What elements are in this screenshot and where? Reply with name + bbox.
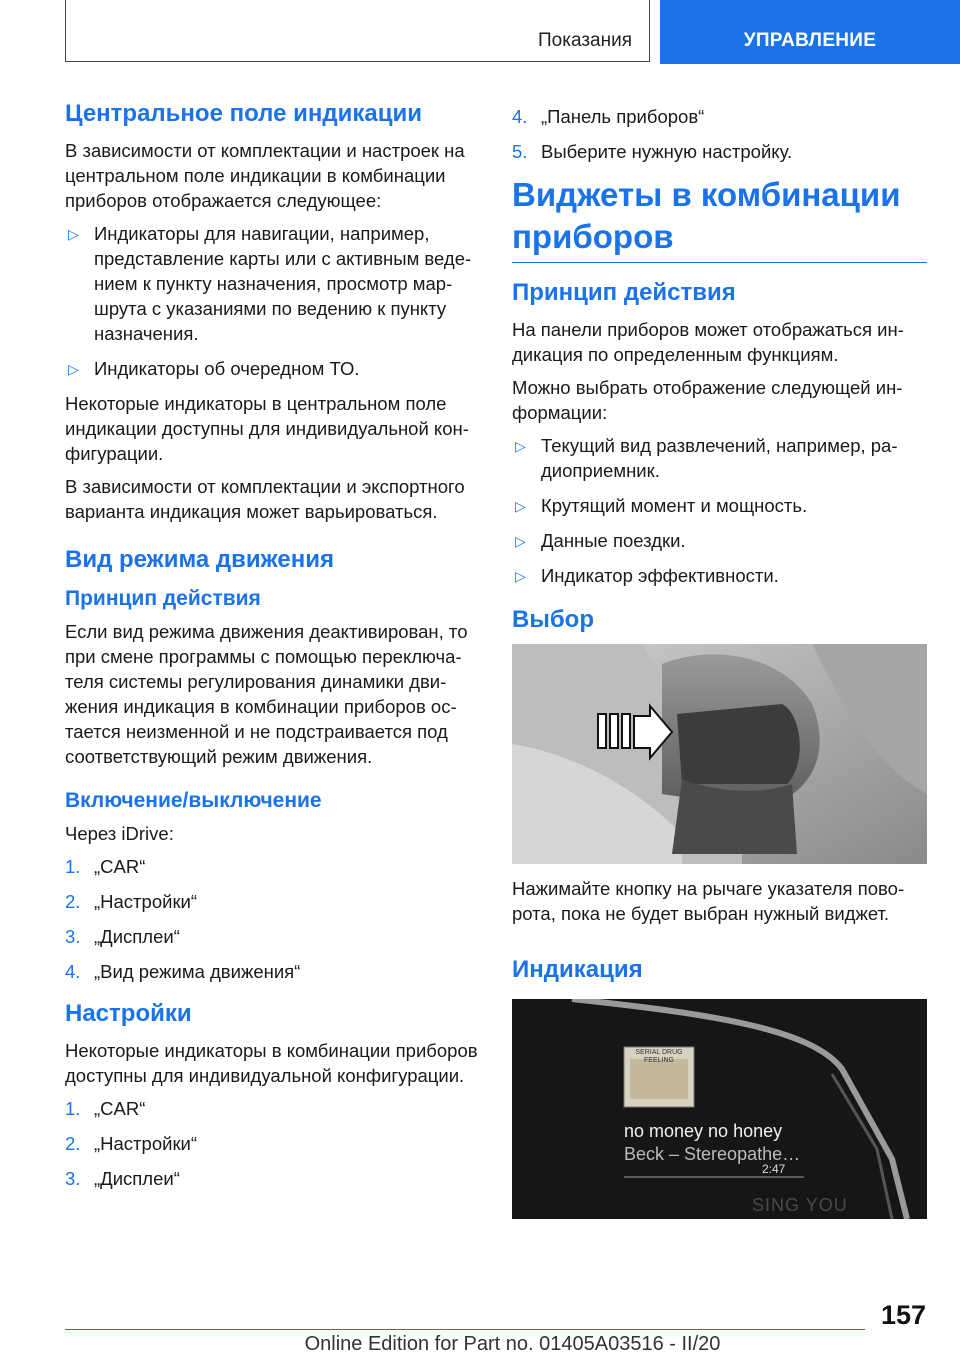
step-item: 3. „Дисплеи“: [65, 926, 180, 948]
on-off-heading: Включение/выключение: [65, 789, 322, 813]
central-display-paragraph: В зависимости от комплектации и экспортного варианта индикация может варьироваться.: [65, 475, 465, 522]
central-display-heading: Центральное поле индикации: [65, 100, 422, 127]
track-progress-bar: [624, 1176, 804, 1178]
widgets-list: [512, 433, 927, 588]
chapter-tab[interactable]: [660, 0, 960, 64]
widgets-principle-text: Можно выбрать отображение следующей информации:: [512, 377, 903, 424]
right-column: [512, 100, 927, 1231]
triangle-bullet-icon: ▷: [515, 533, 526, 550]
settings-heading: Настройки: [65, 1000, 192, 1028]
central-display-list: [65, 221, 480, 381]
footer-rule: [65, 1329, 865, 1330]
display-heading: Индикация: [512, 955, 643, 983]
triangle-bullet-icon: ▷: [515, 498, 526, 515]
track-time: 2:47: [762, 1162, 786, 1177]
list-item: ▷ Данные поездки.: [512, 528, 927, 553]
chapter-tab-label: УПРАВЛЕНИЕ: [743, 30, 877, 51]
triangle-bullet-icon: ▷: [68, 225, 79, 242]
list-item: ▷ Текущий вид развлечений, например, радиоприемник.: [515, 435, 898, 482]
triangle-bullet-icon: ▷: [68, 360, 79, 377]
drive-mode-principle-text: Если вид режима движения деактивирован, то при смене программы с помощью переключателя системы регулирования динамики движения индикация в комбинации приборов остается неизменной и не подстраивается под соответствующий режим движения.: [65, 621, 468, 768]
background-text: SING YOU: [752, 1195, 848, 1216]
step-item: 2. „Настройки“: [65, 891, 198, 913]
widgets-heading: Виджеты в комбинации приборов: [512, 176, 901, 256]
track-artist: Beck – Stereopathe…: [624, 1144, 801, 1165]
select-heading: Выбор: [512, 606, 594, 634]
track-title: no money no honey: [624, 1121, 783, 1142]
edition-footer: Online Edition for Part no. 01405A03516 - II/20: [304, 1333, 721, 1355]
step-item: 2. „Настройки“: [65, 1132, 198, 1154]
list-item: ▷ Крутящий момент и мощность.: [512, 493, 927, 518]
step-item: 1. „CAR“: [65, 856, 146, 878]
list-item: ▷ Индикаторы для навигации, например, представление карты или с активным ведением к пункту назначения, просмотр маршрута с указаниями по ведению к пункту назначения.: [68, 222, 472, 344]
drive-mode-principle-heading: Принцип действия: [65, 587, 261, 611]
left-column: [65, 100, 480, 1201]
list-item: ▷ Индикатор эффективности.: [512, 563, 927, 588]
step-item: 5. Выберите нужную настройку.: [512, 141, 793, 162]
heading-rule: [512, 262, 927, 263]
page-number: 157: [880, 1300, 926, 1330]
step-item: 4. „Панель приборов“: [512, 106, 705, 127]
settings-steps-continued: [512, 104, 927, 164]
step-item: 1. „CAR“: [65, 1097, 146, 1119]
widgets-principle-heading: Принцип действия: [512, 279, 736, 307]
central-display-intro: В зависимости от комплектации и настроек на центральном поле индикации в комбинации приборов отображается следующее:: [65, 139, 465, 211]
on-off-steps: [65, 854, 480, 984]
cover-top-text: SERIAL DRUG FEELING: [635, 1049, 683, 1065]
list-item: ▷ Индикаторы об очередном ТО.: [65, 356, 480, 381]
section-title: Показания: [538, 30, 632, 51]
select-caption: Нажимайте кнопку на рычаге указателя поворота, пока не будет выбран нужный виджет.: [512, 877, 905, 924]
drive-mode-heading: Вид режима движения: [65, 545, 334, 573]
central-display-paragraph: Некоторые индикаторы в центральном поле индикации доступны для индивидуальной конфигурации.: [65, 392, 469, 464]
step-item: 3. „Дисплеи“: [65, 1167, 180, 1189]
triangle-bullet-icon: ▷: [515, 438, 526, 455]
triangle-bullet-icon: ▷: [515, 568, 526, 585]
widgets-principle-text: На панели приборов может отображаться индикация по определенным функциям.: [512, 319, 904, 366]
on-off-intro: Через iDrive:: [65, 823, 174, 845]
settings-text: Некоторые индикаторы в комбинации приборов доступны для индивидуальной конфигурации.: [65, 1039, 478, 1086]
instrument-cluster-photo: [512, 999, 927, 1219]
turn-signal-lever-photo: [512, 644, 927, 864]
settings-steps: [65, 1096, 480, 1191]
step-item: 4. „Вид режима движения“: [65, 961, 301, 983]
